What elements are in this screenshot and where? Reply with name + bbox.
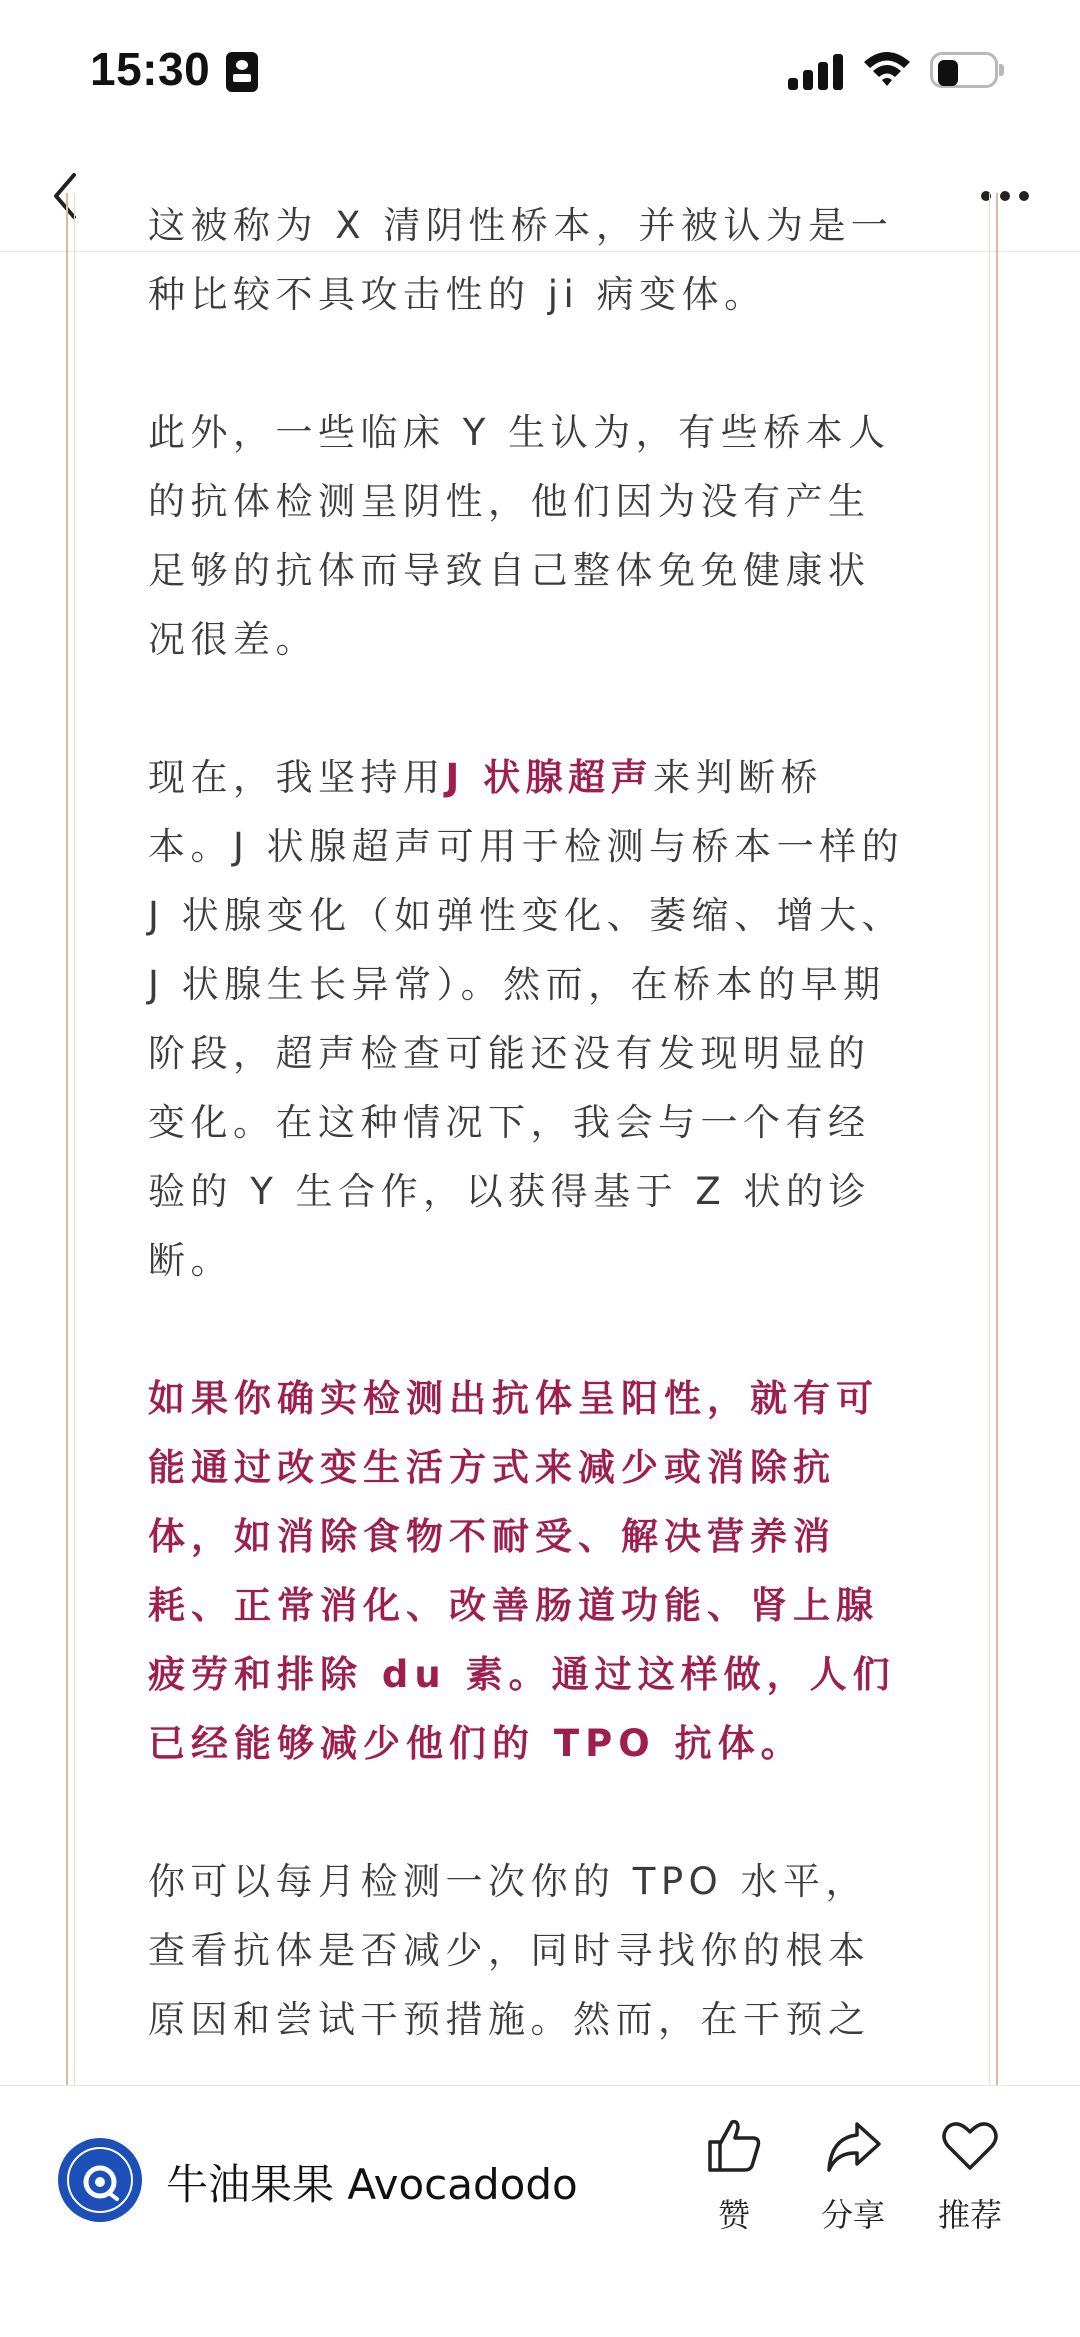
paragraph-2: 此外，一些临床 Y 生认为，有些桥本人的抗体检测呈阴性，他们因为没有产生足够的抗体而导致自己整体免免健康状况很差。 xyxy=(148,411,891,661)
paragraph-1: 这被称为 X 清阴性桥本，并被认为是一种比较不具攻击性的 ji 病变体。 xyxy=(148,204,894,316)
status-bar xyxy=(0,0,1080,140)
account-name[interactable]: 牛油果果 Avocadodo xyxy=(166,2160,578,2209)
wifi-icon xyxy=(862,48,912,88)
recommend-button[interactable] xyxy=(920,2116,1020,2246)
share-button[interactable] xyxy=(803,2116,903,2246)
share-label: 分享 xyxy=(820,2196,885,2234)
account-avatar[interactable] xyxy=(58,2138,142,2222)
bottom-bar xyxy=(0,2085,1080,2337)
paragraph-3-text-after: 来判断桥本。J 状腺超声可用于检测与桥本一样的 J 状腺变化（如弹性变化、萎缩、增大、J 状腺生长异常）。然而，在桥本的早期阶段，超声检查可能还没有发现明显的变化。在这种情况下，我会与一个有经验的 Y 生合作，以获得基于 Z 状的诊断。 xyxy=(148,756,905,1282)
like-label: 赞 xyxy=(717,2196,750,2234)
avocado-logo-icon xyxy=(65,2145,135,2215)
more-dot-icon xyxy=(1000,191,1010,201)
article-viewport[interactable] xyxy=(0,204,1080,2085)
paragraph-5: 你可以每月检测一次你的 TPO 水平，查看抗体是否减少，同时寻找你的根本原因和尝试干预措施。然而，在干预之 xyxy=(148,1860,871,2041)
battery-icon xyxy=(930,52,1004,88)
status-time: 15:30 xyxy=(90,43,211,95)
paragraph-3 xyxy=(148,743,908,1295)
more-dot-icon xyxy=(1019,191,1029,201)
share-arrow-icon xyxy=(823,2116,883,2176)
paragraph-3-text-before: 现在，我坚持用 xyxy=(148,756,446,799)
like-button[interactable] xyxy=(684,2116,784,2246)
article-content xyxy=(148,191,908,2123)
recommend-label: 推荐 xyxy=(937,2196,1002,2234)
cellular-signal-icon xyxy=(788,52,844,90)
heart-icon xyxy=(940,2116,1000,2176)
paragraph-4-highlight: 如果你确实检测出抗体呈阳性，就有可能通过改变生活方式来减少或消除抗体，如消除食物不耐受、解决营养消耗、正常消化、改善肠道功能、肾上腺疲劳和排除 du 素。通过这样做，人们已经能够减少他们的 TPO 抗体。 xyxy=(148,1377,896,1765)
thumbs-up-icon xyxy=(704,2116,764,2176)
thyroid-ultrasound-highlight: J 状腺超声 xyxy=(445,756,654,799)
id-card-icon xyxy=(226,52,258,92)
